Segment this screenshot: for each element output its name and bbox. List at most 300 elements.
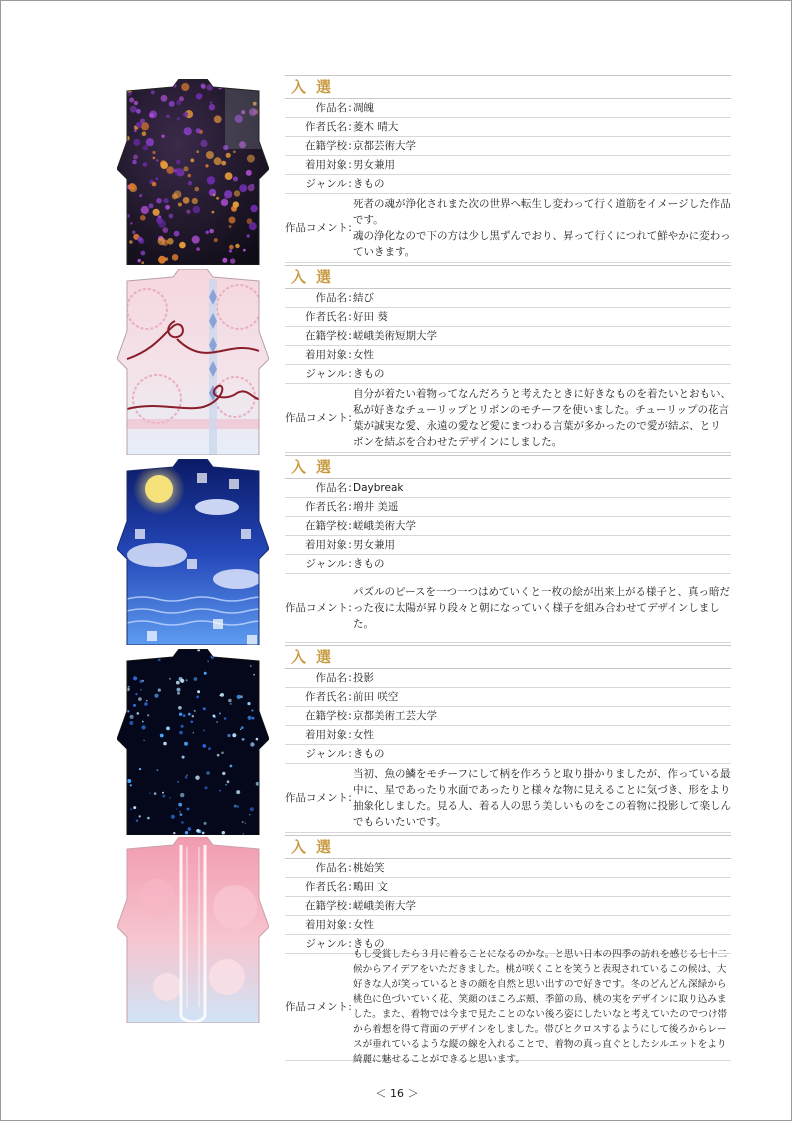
pattern-dot [140,680,143,683]
genre-label: ジャンル [305,557,347,570]
title-label: 作品名 [315,671,347,684]
pattern-dot [153,209,160,216]
pattern-dot [212,211,215,214]
pattern-dot [179,242,186,249]
title-row: 作品名 : Daybreak [285,479,731,498]
pattern-dot [214,157,222,165]
pattern-dot [142,131,147,136]
title-row: 作品名 : 結び [285,289,731,308]
school-value: 京都美術工芸大学 [353,709,437,722]
school-label: 在籍学校 [305,519,347,532]
school-label: 在籍学校 [305,709,347,722]
pattern-dot [176,100,181,105]
pattern-dot [237,806,239,808]
award-label: 入選 [285,75,731,99]
author-label: 作者氏名 [305,310,347,323]
pattern-dot [206,231,209,234]
genre-value: きもの [353,747,385,760]
title-row: 作品名 : 桃始笑 [285,859,731,878]
pattern-dot [156,649,158,651]
pattern-dot [171,815,175,819]
pattern-dot [251,709,253,711]
pattern-dot [130,106,137,113]
pattern-dot [166,115,170,119]
target-row: 着用対象 : 女性 [285,916,731,935]
pattern-dot [205,164,208,167]
pattern-dot [156,217,163,224]
pattern-dot [169,678,171,680]
genre-row: ジャンル : きもの [285,175,731,194]
pattern-dot [156,177,159,180]
pattern-dot [169,649,172,652]
award-label: 入選 [285,265,731,289]
award-label: 入選 [285,835,731,859]
pattern-dot [133,676,137,680]
pattern-dot [191,721,194,724]
author-row: 作者氏名 : 増井 美遥 [285,498,731,517]
pattern-dot [233,177,238,182]
school-label: 在籍学校 [305,329,347,342]
pattern-dot [233,151,236,154]
pattern-dot [225,172,233,180]
pattern-dot [178,203,182,207]
school-value: 嵯峨美術大学 [353,899,416,912]
pattern-dot [209,104,215,110]
pattern-dot [149,793,150,794]
pattern-dot [196,150,199,153]
entry-info-1 [285,75,731,263]
pattern-dot [157,769,159,771]
title-label: 作品名 [315,481,347,494]
pattern-dot [250,205,257,212]
pattern-dot [226,153,231,158]
genre-label: ジャンル [305,367,347,380]
pattern-dot [128,686,130,688]
pattern-dot [177,117,181,121]
pattern-dot [176,681,180,685]
pattern-dot [179,811,180,812]
pattern-dot [156,159,158,161]
comment-value: 当初、魚の鱗をモチーフにして柄を作ろうと取り掛かりましたが、作っている最中に、星であったり水面であったりと様々な物に見えることに気づき、形をより抽象化しました。見る人、着る人の思う美しいものをこの着物に投影して楽しんでもらいたいです。 [353,768,731,828]
pattern-dot [234,805,237,808]
pattern-dot [209,229,214,234]
pattern-dot [129,721,133,725]
pattern-dot [185,776,188,779]
kimono-image-4 [117,649,269,835]
pattern-dot [169,101,175,107]
pattern-dot [149,113,153,117]
pattern-dot [161,135,164,138]
pattern-dot [228,699,232,703]
title-value: 桃始笑 [353,861,385,874]
target-value: 女性 [353,728,374,741]
pattern-dot [245,823,246,824]
pattern-dot [222,258,227,263]
comment-value: 死者の魂が浄化されまた次の世界へ転生し変わって行く道筋をイメージした作品です。 魂の浄化なので下の方は少し黒ずんでおり、昇って行くにつれて鮮やかに変わっていきます。 [353,198,731,258]
comment-row: 作品コメント : もし受賞したら３月に着ることになるのかな。と思い日本の四季の訪れを感じる七十二候からアイデアをいただきました。桃が咲くことを笑うと表現されているこの候は、大好きな人が笑っているときの顔を自然と思い出すので好きです。冬のどんどん深緑から桃色に色づいていく花、笑顔のほころぶ頬、季節の鳥、桃の実をデザインに取り込みました。また、着物では今まで見たことのない後ろ姿にしたいなと考えていたのでつけ帯から着想を得て背面のデザインをしました。帯びとクロスするようにして後ろからレースが垂れているような縦の線を入れることで、着物の真っ直ぐとしたシルエットをより綺麗に魅せることができると思います。 [285,954,731,1061]
pattern-dot [130,784,132,786]
pattern-dot [230,258,235,263]
pattern-dot [194,677,198,681]
pattern-dot [135,693,137,695]
title-row: 作品名 : 投影 [285,669,731,688]
pattern-dot [165,257,169,261]
pattern-dot [221,752,224,755]
genre-value: きもの [353,937,385,950]
pattern-dot [196,128,201,133]
pattern-dot [232,733,236,737]
pattern-dot [192,198,198,204]
pattern-dot [174,169,178,173]
pattern-dot [185,831,188,834]
pattern-dot [233,201,239,207]
pattern-dot [247,234,250,237]
pattern-dot [174,231,180,237]
entry-info-4 [285,645,731,833]
author-label: 作者氏名 [305,880,347,893]
title-value: 結び [353,291,374,304]
pattern-dot [203,730,205,732]
pattern-dot [236,790,240,794]
pattern-dot [247,702,250,705]
pattern-dot [184,742,188,746]
comment-value: もし受賞したら３月に着ることになるのかな。と思い日本の四季の訪れを感じる七十二候からアイデアをいただきました。桃が咲くことを笑うと表現されているこの候は、大好きな人が笑っているときの顔を自然と思い出すので好きです。冬のどんどん深緑から桃色に色づいていく花、笑顔のほころぶ頬、季節の鳥、桃の実をデザインに取り込みました。また、着物では今まで見たことのない後ろ姿にしたいなと考えていたのでつけ帯から着想を得て背面のデザインをしました。帯びとクロスするようにして後ろからレースが垂れているような縦の線を入れることで、着物の真っ直ぐとしたシルエットをより綺麗に魅せることができると思います。 [353,949,728,1065]
pattern-dot [165,83,168,86]
pattern-dot [250,665,252,667]
pattern-dot [163,742,167,746]
pattern-dot [188,827,191,830]
pattern-dot [193,732,194,733]
pattern-dot [227,780,230,783]
pattern-dot [256,738,259,741]
pattern-dot [213,715,216,718]
pattern-dot [240,729,241,730]
kimono-image-3 [117,459,269,645]
pattern-dot [166,727,170,731]
pattern-dot [127,779,131,783]
author-row: 作者氏名 : 菱木 晴大 [285,118,731,137]
pattern-dot [230,765,233,768]
pattern-dot [235,244,239,248]
pattern-dot [133,806,136,809]
pattern-dot [183,197,190,204]
school-label: 在籍学校 [305,899,347,912]
pattern-dot [188,174,191,177]
pattern-dot [205,786,208,789]
pattern-dot [254,651,256,653]
pattern-dot [206,151,214,159]
entry-info-2 [285,265,731,453]
pattern-dot [154,792,157,795]
pattern-dot [188,181,192,185]
pattern-dot [143,162,148,167]
pattern-dot [248,716,252,720]
pattern-dot [151,90,155,94]
pattern-dot [192,715,194,717]
pattern-dot [222,831,225,834]
genre-label: ジャンル [305,177,347,190]
pattern-dot [162,792,164,794]
pattern-dot [177,692,180,695]
school-value: 嵯峨美術大学 [353,519,416,532]
pattern-dot [164,80,171,87]
pattern-dot [203,744,207,748]
pattern-dot [229,225,232,228]
pattern-dot [216,197,219,200]
pattern-dot [219,790,221,792]
pattern-dot [208,747,211,750]
award-label: 入選 [285,455,731,479]
pattern-dot [162,794,165,797]
pattern-dot [241,726,244,729]
pattern-dot [133,155,138,160]
pattern-dot [132,160,137,165]
pattern-dot [160,734,164,738]
pattern-dot [158,237,166,245]
school-row: 在籍学校 : 嵯峨美術短期大学 [285,327,731,346]
author-row: 作者氏名 : 前田 咲空 [285,688,731,707]
author-value: 鴫田 文 [353,880,388,893]
pattern-dot [249,222,257,230]
pattern-dot [180,679,184,683]
author-row: 作者氏名 : 好田 葵 [285,308,731,327]
target-label: 着用対象 [305,918,347,931]
entry-info-3 [285,455,731,643]
pattern-dot [180,813,183,816]
pattern-dot [160,161,168,169]
target-row: 着用対象 : 女性 [285,346,731,365]
pattern-dot [234,190,240,196]
pattern-dot [176,809,177,810]
genre-row: ジャンル : きもの [285,935,731,954]
pattern-dot [220,695,222,697]
pattern-dot [178,803,182,807]
pattern-dot [143,740,144,741]
pattern-dot [149,203,154,208]
pattern-dot [136,819,139,822]
pattern-dot [186,679,188,681]
author-label: 作者氏名 [305,120,347,133]
pattern-dot [130,715,134,719]
pattern-dot [138,259,141,262]
pattern-dot [172,254,179,261]
author-row: 作者氏名 : 鴫田 文 [285,878,731,897]
genre-value: きもの [353,557,385,570]
pattern-dot [143,145,148,150]
pattern-dot [168,650,171,653]
pattern-dot [165,205,170,210]
pattern-dot [177,688,181,692]
pattern-dot [152,151,155,154]
pattern-dot [183,166,188,171]
comment-row: 作品コメント : 死者の魂が浄化されまた次の世界へ転生し変わって行く道筋をイメージした作品です。 魂の浄化なので下の方は少し黒ずんでおり、昇って行くにつれて鮮やかに変わっていきます。 [285,194,731,263]
title-value: 投影 [353,671,374,684]
title-row: 作品名 : 凋魄 [285,99,731,118]
pattern-dot [184,127,192,135]
pattern-dot [204,672,207,675]
pattern-dot [216,721,217,722]
pattern-dot [221,161,226,166]
pattern-dot [133,704,136,707]
kimono-blue-puzzle-image [117,459,269,645]
award-label: 入選 [285,645,731,669]
title-label: 作品名 [315,101,347,114]
pattern-dot [141,261,144,264]
pattern-dot [182,756,185,759]
author-value: 増井 美遥 [353,500,399,513]
pattern-dot [174,191,182,199]
page-number: ＜ 16 ＞ [375,1087,419,1100]
pattern-dot [146,700,147,701]
pattern-dot [242,821,244,823]
school-row: 在籍学校 : 嵯峨美術大学 [285,517,731,536]
pattern-dot [142,721,144,723]
pattern-dot [246,170,252,176]
pattern-dot [153,157,156,160]
pattern-dot [141,206,149,214]
pattern-dot [196,696,199,699]
pattern-dot [140,689,141,690]
pattern-dot [181,821,184,824]
pattern-dot [129,98,134,103]
pattern-dot [243,249,246,252]
pattern-dot [200,140,207,147]
pattern-dot [214,115,222,123]
pattern-dot [179,731,183,735]
kimono-purple-dots-image [117,79,269,265]
pattern-dot [141,251,146,256]
pattern-dot [186,775,187,776]
pattern-dot [180,793,184,797]
pattern-dot [250,807,254,811]
pattern-dot [156,198,161,203]
pattern-dot [229,245,234,250]
pattern-dot [201,84,206,89]
pattern-dot [250,742,254,746]
pattern-dot [163,198,168,203]
pattern-dot [138,697,142,701]
pattern-dot [207,176,215,184]
pattern-dot [158,689,161,692]
pattern-dot [224,190,232,198]
pattern-dot [130,222,133,225]
pattern-dot [199,94,203,98]
school-row: 在籍学校 : 京都美術工芸大学 [285,707,731,726]
pattern-dot [179,713,182,716]
pattern-dot [136,109,141,114]
title-value: Daybreak [353,481,404,494]
pattern-dot [196,247,200,251]
kimono-peach-pink-image [117,837,269,1023]
pattern-dot [237,695,241,699]
target-row: 着用対象 : 男女兼用 [285,156,731,175]
pattern-dot [202,832,205,835]
pattern-dot [178,706,182,710]
pattern-dot [167,238,174,245]
pattern-dot [242,738,245,741]
target-label: 着用対象 [305,348,347,361]
pattern-dot [152,182,157,187]
pattern-dot [130,808,132,810]
pattern-dot [203,707,206,710]
school-row: 在籍学校 : 嵯峨美術大学 [285,897,731,916]
pattern-dot [221,199,228,206]
pattern-dot [139,815,141,817]
pattern-dot [215,649,217,651]
pattern-dot [195,187,200,192]
target-value: 男女兼用 [353,538,395,551]
genre-label: ジャンル [305,937,347,950]
pattern-dot [196,829,200,833]
kimono-image-2 [117,269,269,455]
pattern-dot [192,236,200,244]
entry-info-5 [285,835,731,1065]
target-value: 男女兼用 [353,158,395,171]
title-label: 作品名 [315,291,347,304]
genre-value: きもの [353,367,385,380]
comment-label: 作品コメント [285,791,348,804]
pattern-dot [169,214,174,219]
genre-label: ジャンル [305,747,347,760]
pattern-dot [147,817,150,820]
pattern-dot [210,101,213,104]
target-row: 着用対象 : 女性 [285,726,731,745]
target-label: 着用対象 [305,728,347,741]
pattern-dot [187,808,190,811]
pattern-dot [227,734,230,737]
comment-label: 作品コメント [285,601,348,614]
pattern-dot [206,771,210,775]
pattern-dot [147,714,149,716]
pattern-dot [186,210,190,214]
comment-value: 自分が着たい着物ってなんだろうと考えたときに好きなものを着たいとおもい、私が好きなチューリップとリボンのモチーフを使いました。チューリップの花言葉が誠実な愛、永遠の愛など愛にまつわる言葉が多かったので愛が結ぶ、とリボンを結ぶを合わせたデザインにしました。 [353,388,731,448]
genre-row: ジャンル : きもの [285,555,731,574]
pattern-dot [154,694,158,698]
comment-label: 作品コメント [285,221,348,234]
pattern-dot [133,139,140,146]
pattern-dot [225,784,227,786]
pattern-dot [252,184,255,187]
pattern-dot [249,814,250,815]
pattern-dot [144,702,148,706]
pattern-dot [213,194,215,196]
comment-row: 作品コメント : 当初、魚の鱗をモチーフにして柄を作ろうと取り掛かりましたが、作っている最中に、星であったり水面であったりと様々な物に見えることに気づき、形をより抽象化しました。見る人、着る人の思う美しいものをこの着物に投影して楽しんでもらいたいです。 [285,764,731,833]
school-value: 嵯峨美術短期大学 [353,329,437,342]
pattern-dot [142,725,146,729]
pattern-dot [248,651,249,652]
pattern-dot [204,822,207,825]
author-label: 作者氏名 [305,690,347,703]
pattern-dot [224,197,227,200]
pattern-dot [219,713,221,715]
target-label: 着用対象 [305,158,347,171]
comment-value: パズルのピースを一つ一つはめていくと一枚の絵が出来上がる様子と、真っ暗だった夜に太陽が昇り段々と朝になっていく様子を組み合わせてデザインしました。 [353,586,731,630]
pattern-dot [243,833,244,834]
author-value: 菱木 晴大 [353,120,399,133]
author-value: 好田 葵 [353,310,388,323]
pattern-dot [222,772,225,775]
pattern-dot [224,717,226,719]
kimono-pink-ribbon-image [117,269,269,455]
pattern-dot [194,710,196,712]
pattern-dot [146,138,154,146]
kimono-image-1 [117,79,269,265]
title-label: 作品名 [315,861,347,874]
pattern-dot [183,714,186,717]
target-row: 着用対象 : 男女兼用 [285,536,731,555]
school-row: 在籍学校 : 京都芸術大学 [285,137,731,156]
pattern-dot [195,776,199,780]
